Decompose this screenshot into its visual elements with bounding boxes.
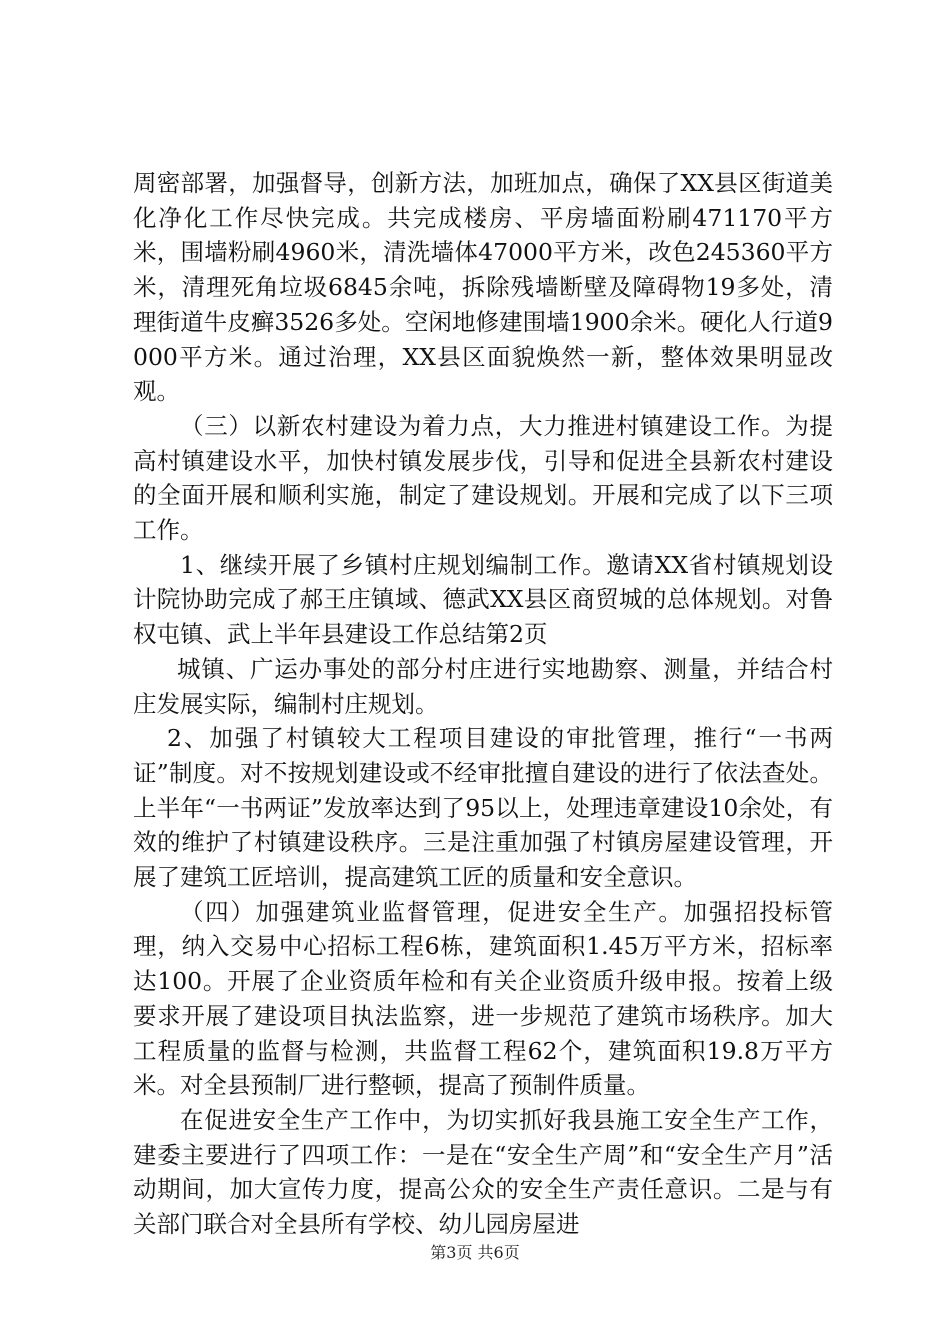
paragraph-safety-production: 在促进安全生产工作中，为切实抓好我县施工安全生产工作，建委主要进行了四项工作：一是在“安全生产周”和“安全生产月”活动期间，加大宣传力度，提高公众的安全生产责任意识。二是与有关部门联合对全县所有学校、幼儿园房屋进 bbox=[133, 1105, 833, 1239]
paragraph-approval-management: 2、加强了村镇较大工程项目建设的审批管理，推行“一书两证”制度。对不按规划建设或不经审批擅自建设的进行了依法查处。上半年“一书两证”发放率达到了95以上，处理违章建设10余处，有效的维护了村镇建设秩序。三是注重加强了村镇房屋建设管理，开展了建筑工匠培训，提高建筑工匠的质量和安全意识。 bbox=[133, 724, 833, 892]
body-text bbox=[133, 166, 833, 1242]
paragraph-street-beautification: 周密部署，加强督导，创新方法，加班加点，确保了XX县区街道美化净化工作尽快完成。共完成楼房、平房墙面粉刷471170平方米，围墙粉刷4960米，清洗墙体47000平方米，改色245360平方米，清理死角垃圾6845余吨，拆除残墙断壁及障碍物19多处，清理街道牛皮癣3526多处。空闲地修建围墙1900余米。硬化人行道9000平方米。通过治理，XX县区面貌焕然一新，整体效果明显改观。 bbox=[133, 169, 833, 406]
page-footer: 第3页 共6页 bbox=[430, 1243, 520, 1262]
paragraph-village-planning: 1、继续开展了乡镇村庄规划编制工作。邀请XX省村镇规划设计院协助完成了郝王庄镇域、德武XX县区商贸城的总体规划。对鲁权屯镇、武上半年县建设工作总结第2页 bbox=[133, 550, 833, 649]
paragraph-village-planning-continued: 城镇、广运办事处的部分村庄进行实地勘察、测量，并结合村庄发展实际，编制村庄规划。 bbox=[133, 654, 833, 718]
paragraph-section-four-heading: （四）加强建筑业监督管理，促进安全生产。加强招投标管理，纳入交易中心招标工程6栋，建筑面积1.45万平方米，招标率达100。开展了企业资质年检和有关企业资质升级申报。按着上级要求开展了建设项目执法监察，进一步规范了建筑市场秩序。加大工程质量的监督与检测，共监督工程62个，建筑面积19.8万平方米。对全县预制厂进行整顿，提高了预制件质量。 bbox=[133, 897, 833, 1100]
paragraph-section-three-heading: （三）以新农村建设为着力点，大力推进村镇建设工作。为提高村镇建设水平，加快村镇发展步伐，引导和促进全县新农村建设的全面开展和顺利实施，制定了建设规划。开展和完成了以下三项工作。 bbox=[133, 411, 833, 545]
